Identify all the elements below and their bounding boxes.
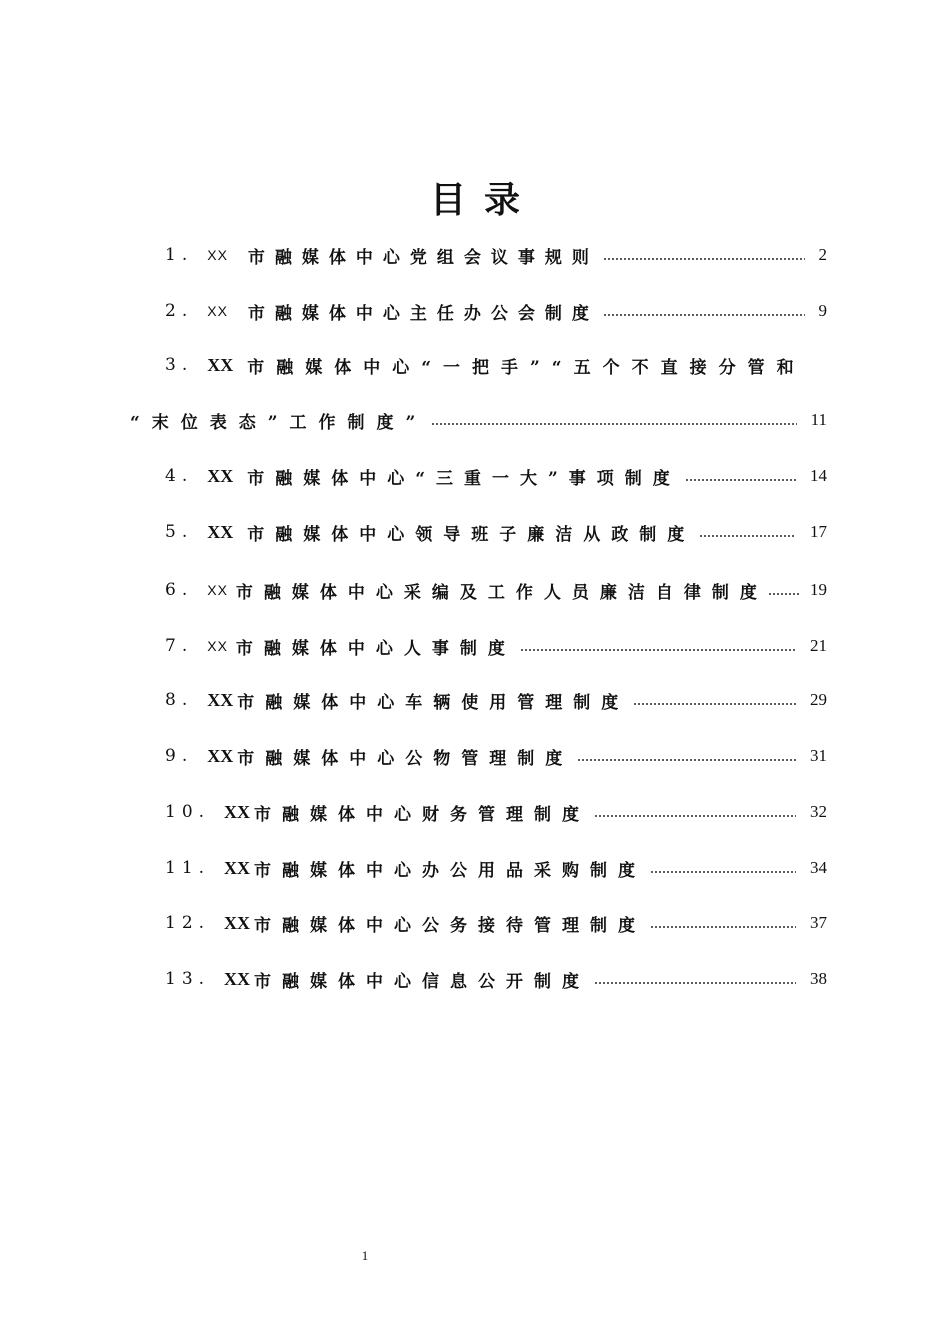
entry-title: 市融媒体中心财务管理制度 (254, 804, 591, 825)
entry-prefix: XX (207, 247, 228, 263)
entry-page: 29 (810, 690, 827, 709)
entry-prefix: XX (224, 968, 251, 989)
entry-page: 34 (810, 858, 827, 877)
entry-title: 市融媒体中心采编及工作人员廉洁自律制度 (235, 582, 768, 603)
dot-leader (650, 923, 796, 929)
entry-page: 21 (810, 636, 827, 655)
entry-prefix: XX (224, 857, 251, 878)
entry-title-continued: “末位表态”工作制度” (130, 412, 428, 433)
dot-leader (577, 756, 796, 762)
dot-leader (520, 646, 796, 652)
toc-entry[interactable] (165, 741, 827, 771)
entry-title: 市融媒体中心主任办公会制度 (247, 303, 599, 324)
dot-leader (768, 590, 800, 596)
entry-title: 市融媒体中心“一把手”“五个不直接分管和 (247, 357, 806, 378)
toc-entry[interactable] (165, 575, 827, 605)
entry-page: 9 (818, 301, 827, 320)
entry-number: 2. (165, 301, 194, 321)
entry-prefix: XX (207, 582, 228, 598)
toc-entry[interactable] (165, 964, 827, 994)
page-number: 1 (361, 1248, 369, 1263)
entry-page: 31 (810, 746, 827, 765)
dot-leader (594, 812, 796, 818)
toc-entry-continuation[interactable] (130, 405, 827, 435)
entry-page: 11 (810, 410, 827, 429)
entry-number: 10. (165, 802, 211, 822)
entry-title: 市融媒体中心车辆使用管理制度 (237, 692, 630, 713)
entry-page: 38 (810, 969, 827, 988)
entry-number: 1. (165, 245, 194, 265)
entry-page: 37 (810, 913, 827, 932)
entry-page: 19 (810, 580, 827, 599)
dot-leader (594, 979, 796, 985)
toc-entry[interactable] (165, 797, 827, 827)
entry-title: 市融媒体中心领导班子廉洁从政制度 (247, 524, 696, 545)
dot-leader (633, 700, 796, 706)
entry-page: 14 (810, 466, 827, 485)
entry-prefix: XX (207, 689, 234, 710)
entry-number: 9. (165, 746, 194, 766)
entry-prefix: XX (207, 521, 234, 542)
dot-leader (431, 420, 796, 426)
toc-entry[interactable] (165, 461, 827, 491)
toc-title: 目录 (429, 179, 538, 221)
entry-prefix: XX (207, 354, 234, 375)
entry-number: 3. (165, 355, 194, 375)
entry-page: 2 (818, 245, 827, 264)
entry-page: 17 (810, 522, 827, 541)
entry-number: 12. (165, 913, 211, 933)
entry-title: 市融媒体中心公物管理制度 (237, 748, 574, 769)
entry-number: 11. (165, 858, 211, 878)
entry-prefix: XX (224, 912, 251, 933)
dot-leader (699, 532, 796, 538)
entry-prefix: XX (224, 801, 251, 822)
toc-entry[interactable] (165, 240, 827, 270)
dot-leader (685, 476, 796, 482)
toc-entry[interactable] (165, 908, 827, 938)
entry-prefix: XX (207, 303, 228, 319)
entry-number: 7. (165, 636, 194, 656)
entry-title: 市融媒体中心公务接待管理制度 (254, 915, 647, 936)
entry-number: 6. (165, 580, 194, 600)
entry-number: 4. (165, 466, 194, 486)
entry-title: 市融媒体中心党组会议事规则 (247, 247, 599, 268)
entry-number: 8. (165, 690, 194, 710)
entry-prefix: XX (207, 745, 234, 766)
entry-page: 32 (810, 802, 827, 821)
entry-title: 市融媒体中心“三重一大”事项制度 (247, 468, 681, 489)
entry-title: 市融媒体中心办公用品采购制度 (254, 860, 647, 881)
entry-number: 13. (165, 969, 211, 989)
dot-leader (650, 868, 796, 874)
dot-leader (603, 311, 805, 317)
dot-leader (603, 255, 805, 261)
toc-entry[interactable] (165, 853, 827, 883)
entry-number: 5. (165, 522, 194, 542)
entry-prefix: XX (207, 638, 228, 654)
toc-entry[interactable] (165, 350, 827, 380)
toc-entry[interactable] (165, 631, 827, 661)
entry-title: 市融媒体中心信息公开制度 (254, 971, 591, 992)
entry-title: 市融媒体中心人事制度 (235, 638, 516, 659)
toc-entry[interactable] (165, 517, 827, 547)
toc-entry[interactable] (165, 685, 827, 715)
entry-prefix: XX (207, 465, 234, 486)
toc-entry[interactable] (165, 296, 827, 326)
